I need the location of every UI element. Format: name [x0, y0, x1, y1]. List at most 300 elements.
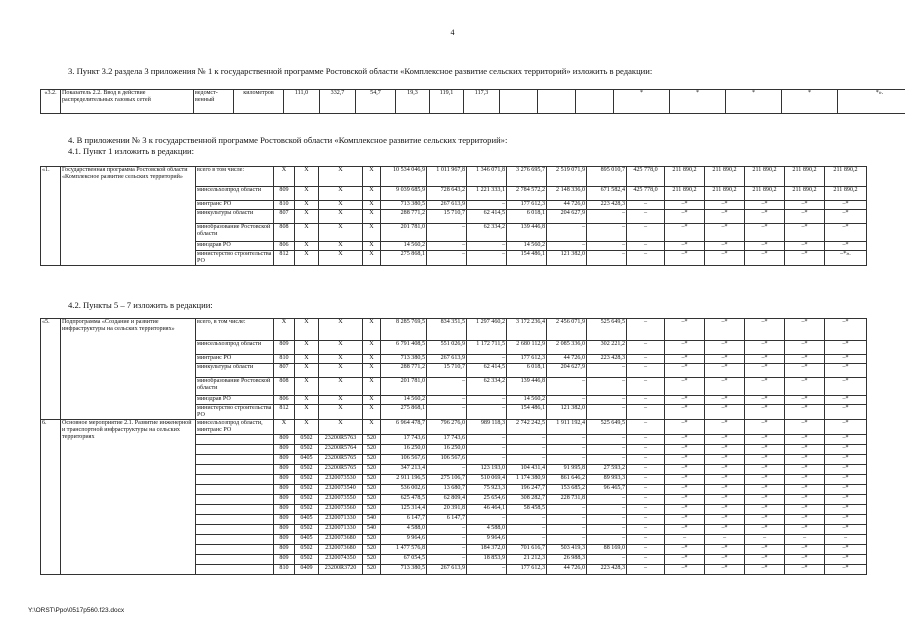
table-cell: 23200R5765 — [319, 465, 363, 475]
table-cell: –* — [705, 420, 745, 435]
table-cell — [538, 90, 576, 114]
table-cell: 713 380,5 — [381, 355, 427, 364]
table-cell: 16 250,0 — [427, 445, 467, 455]
table-cell: –* — [745, 455, 785, 465]
table-cell: 2320073530 — [319, 475, 363, 485]
table-cell: X — [319, 319, 363, 341]
table-cell: –* — [785, 224, 825, 242]
table-cell: 6 018,1 — [507, 210, 547, 224]
table-cell: –* — [825, 565, 867, 575]
table-cell: –* — [785, 364, 825, 378]
table-cell: – — [825, 535, 867, 545]
table-cell: 14 560,2 — [381, 396, 427, 405]
table-cell: Показатель 2.2. Ввод в действие распределительных газовых сетей — [61, 90, 194, 114]
table-cell: X — [363, 378, 381, 396]
table-cell: X — [363, 167, 381, 187]
table-cell: 62 809,4 — [427, 495, 467, 505]
table-cell: * — [670, 90, 726, 114]
table-cell: 809 — [274, 535, 295, 545]
table-cell: * — [726, 90, 782, 114]
table-cell: X — [319, 378, 363, 396]
table-cell: 6 964 478,7 — [381, 420, 427, 435]
indicator-table — [40, 89, 905, 114]
table-cell: –* — [665, 435, 705, 445]
table-cell: 520 — [363, 465, 381, 475]
table-cell: – — [587, 224, 627, 242]
paragraph-3: 3. Пункт 3.2 раздела 3 приложения № 1 к государственной программе Ростовской области «Комплексное развитие сельских территорий» изложить в редакции: — [68, 66, 653, 76]
table-cell: 1 011 967,8 — [427, 167, 467, 187]
table-cell: – — [587, 251, 627, 266]
table-cell: 177 612,3 — [507, 201, 547, 210]
table-cell: – — [587, 242, 627, 251]
table-cell: X — [319, 167, 363, 187]
table-cell: 15 710,7 — [427, 210, 467, 224]
table-cell: –* — [705, 355, 745, 364]
table-cell: X — [295, 242, 319, 251]
table-cell: 211 890,2 — [785, 187, 825, 201]
table-cell: –* — [705, 455, 745, 465]
table-cell — [196, 495, 274, 505]
table-cell: –* — [745, 515, 785, 525]
table-cell: – — [587, 210, 627, 224]
table-cell: 15 710,7 — [427, 364, 467, 378]
table-cell: 809 — [274, 455, 295, 465]
table-cell: 806 — [274, 242, 295, 251]
table-cell: – — [427, 251, 467, 266]
table-cell: министерство строительства РО — [196, 251, 274, 266]
table-cell: 540 — [363, 525, 381, 535]
table-cell: –* — [825, 445, 867, 455]
table-cell: 275 868,1 — [381, 405, 427, 420]
table-cell: X — [295, 420, 319, 435]
table-cell: –* — [825, 319, 867, 341]
table-cell: «5. — [41, 319, 61, 420]
table-cell: –* — [745, 396, 785, 405]
table-cell: 701 616,7 — [507, 545, 547, 555]
table-cell: –* — [785, 251, 825, 266]
table-cell: 62 334,2 — [467, 378, 507, 396]
table-cell: 211 890,2 — [745, 167, 785, 187]
table-cell: –* — [785, 420, 825, 435]
table-cell: 0502 — [295, 465, 319, 475]
table-cell: – — [547, 378, 587, 396]
table-cell: 139 446,8 — [507, 224, 547, 242]
table-cell: –* — [825, 242, 867, 251]
table-cell: – — [627, 555, 665, 565]
table-cell: X — [319, 201, 363, 210]
table-cell: –* — [785, 445, 825, 455]
table-cell: – — [587, 525, 627, 535]
table-cell: 1 174 380,9 — [507, 475, 547, 485]
table-cell: – — [467, 405, 507, 420]
table-cell: – — [467, 565, 507, 575]
table-cell: 288 771,2 — [381, 210, 427, 224]
table-cell: – — [665, 535, 705, 545]
table-cell: 809 — [274, 187, 295, 201]
table-cell: 154 486,1 — [507, 405, 547, 420]
table-cell: –* — [705, 251, 745, 266]
table-cell: 520 — [363, 495, 381, 505]
table-cell: 2 784 572,2 — [507, 187, 547, 201]
table-cell: 1 911 192,4 — [547, 420, 587, 435]
table-cell: –* — [705, 495, 745, 505]
table-cell: 810 — [274, 201, 295, 210]
table-cell: 267 613,9 — [427, 355, 467, 364]
table-cell: X — [363, 224, 381, 242]
table-cell: 520 — [363, 505, 381, 515]
table-cell: 211 890,2 — [785, 167, 825, 187]
table-cell: 2320073680 — [319, 545, 363, 555]
table-cell: 2320073540 — [319, 485, 363, 495]
table-cell: –* — [825, 355, 867, 364]
table-cell: X — [295, 167, 319, 187]
table-cell: 520 — [363, 545, 381, 555]
table-cell: – — [627, 396, 665, 405]
table-cell: 62 414,5 — [467, 364, 507, 378]
table-cell: всего, в том числе: — [196, 319, 274, 341]
table-cell: минздрав РО — [196, 396, 274, 405]
table-cell: X — [319, 341, 363, 355]
table-cell: 0502 — [295, 445, 319, 455]
table-cell: –* — [825, 420, 867, 435]
table-cell: –* — [825, 475, 867, 485]
table-cell: – — [627, 515, 665, 525]
table-cell: 75 923,3 — [467, 485, 507, 495]
table-cell: –* — [745, 378, 785, 396]
table-cell: 177 612,3 — [507, 565, 547, 575]
table-cell: –* — [745, 485, 785, 495]
table-cell: 308 282,7 — [507, 495, 547, 505]
table-cell: –* — [665, 465, 705, 475]
table-cell: –* — [665, 251, 705, 266]
table-cell: 121 382,0 — [547, 251, 587, 266]
table-cell: 808 — [274, 224, 295, 242]
table-cell: 18 853,9 — [467, 555, 507, 565]
table-cell: –* — [705, 515, 745, 525]
table-cell: 520 — [363, 475, 381, 485]
table-cell: 153 685,2 — [547, 485, 587, 495]
table-cell: – — [627, 545, 665, 555]
table-cell: 2 085 336,0 — [547, 341, 587, 355]
table-cell: 2320071330 — [319, 525, 363, 535]
table-cell: 14 560,2 — [381, 242, 427, 251]
table-cell: – — [785, 535, 825, 545]
table-cell: 10 534 046,9 — [381, 167, 427, 187]
table-cell: 228 731,8 — [547, 495, 587, 505]
page-number: 4 — [450, 28, 455, 37]
table-cell: – — [427, 535, 467, 545]
table-cell: 125 314,4 — [381, 505, 427, 515]
table-cell: – — [507, 535, 547, 545]
table-cell: –* — [665, 242, 705, 251]
table-cell: X — [295, 187, 319, 201]
table-cell: 104 431,4 — [507, 465, 547, 475]
table-cell: – — [507, 525, 547, 535]
table-cell: X — [363, 341, 381, 355]
table-cell: – — [587, 378, 627, 396]
table-cell: –* — [785, 405, 825, 420]
table-cell — [500, 90, 538, 114]
table-cell: 267 613,9 — [427, 201, 467, 210]
table-cell: X — [274, 319, 295, 341]
table-cell: 19,3 — [396, 90, 430, 114]
table-cell: 26 988,3 — [547, 555, 587, 565]
table-cell: – — [427, 525, 467, 535]
table-cell: – — [427, 465, 467, 475]
table-cell: * — [614, 90, 670, 114]
table-cell: 54,7 — [356, 90, 396, 114]
table-cell: –* — [665, 565, 705, 575]
table-cell: 223 428,3 — [587, 565, 627, 575]
table-cell: –* — [785, 565, 825, 575]
table-cell: 0502 — [295, 505, 319, 515]
table-cell: – — [627, 455, 665, 465]
table-cell: 211 890,2 — [825, 167, 867, 187]
table-cell: 223 428,3 — [587, 201, 627, 210]
table-cell: –* — [665, 455, 705, 465]
table-cell: – — [627, 364, 665, 378]
table-cell — [196, 435, 274, 445]
table-cell: километров — [234, 90, 284, 114]
table-cell: 540 — [363, 515, 381, 525]
table-cell: –* — [785, 341, 825, 355]
table-cell: 211 890,2 — [745, 187, 785, 201]
table-cell: –* — [665, 396, 705, 405]
table-cell: –* — [825, 224, 867, 242]
table-cell: 809 — [274, 545, 295, 555]
table-cell: –* — [705, 378, 745, 396]
table-cell: 1 172 711,5 — [467, 341, 507, 355]
table-cell — [196, 445, 274, 455]
table-cell: –* — [745, 341, 785, 355]
table-cell: 728 643,2 — [427, 187, 467, 201]
table-cell: – — [627, 525, 665, 535]
file-path-footer: Y:\ORST\Ppo\0517p560.f23.docx — [28, 607, 125, 614]
table-cell: – — [427, 545, 467, 555]
table-cell: 23200R5763 — [319, 435, 363, 445]
table-cell: 58 458,5 — [507, 505, 547, 515]
table-cell: *». — [838, 90, 905, 114]
table-cell: 201 781,0 — [381, 378, 427, 396]
table-cell: –* — [745, 355, 785, 364]
table-cell: – — [467, 201, 507, 210]
table-cell: – — [627, 505, 665, 515]
table-cell: X — [319, 364, 363, 378]
table-cell: –* — [745, 475, 785, 485]
table-cell: –* — [785, 525, 825, 535]
table-cell: 520 — [363, 535, 381, 545]
table-cell: X — [295, 364, 319, 378]
table-cell: – — [467, 435, 507, 445]
table-cell: –* — [665, 355, 705, 364]
table-cell: – — [587, 555, 627, 565]
table-cell — [196, 485, 274, 495]
table-cell: 6 147,7 — [427, 515, 467, 525]
table-cell: X — [295, 405, 319, 420]
table-cell: – — [547, 505, 587, 515]
table-cell: 9 039 685,9 — [381, 187, 427, 201]
table-cell: – — [627, 485, 665, 495]
table-cell: 6 147,7 — [381, 515, 427, 525]
table-cell: 525 649,5 — [587, 319, 627, 341]
table-cell: –* — [785, 396, 825, 405]
table-cell: –* — [745, 505, 785, 515]
table-cell: 2 456 071,9 — [547, 319, 587, 341]
table-cell: «3.2. — [41, 90, 61, 114]
table-cell: X — [319, 420, 363, 435]
table-cell: –* — [785, 242, 825, 251]
table-cell: 0502 — [295, 435, 319, 445]
table-cell: 809 — [274, 505, 295, 515]
table-cell: 1 221 333,1 — [467, 187, 507, 201]
program-table — [40, 166, 867, 266]
table-cell: –* — [745, 445, 785, 455]
table-cell — [196, 455, 274, 465]
table-cell: –* — [705, 465, 745, 475]
table-cell: – — [627, 565, 665, 575]
table-cell: –* — [745, 251, 785, 266]
table-cell: * — [782, 90, 838, 114]
table-cell: 0405 — [295, 535, 319, 545]
table-cell: –* — [705, 555, 745, 565]
table-cell: 536 002,6 — [381, 485, 427, 495]
table-cell: 809 — [274, 555, 295, 565]
table-cell: –* — [825, 485, 867, 495]
table-cell: 275 868,1 — [381, 251, 427, 266]
table-cell: –* — [665, 319, 705, 341]
table-cell: –* — [705, 224, 745, 242]
table-cell: X — [363, 396, 381, 405]
table-cell: минкультуры области — [196, 364, 274, 378]
table-cell: – — [467, 355, 507, 364]
table-cell: X — [295, 341, 319, 355]
table-cell: 211 890,2 — [825, 187, 867, 201]
table-cell: 139 446,8 — [507, 378, 547, 396]
table-cell: –* — [825, 210, 867, 224]
table-cell: 425 778,0 — [627, 187, 665, 201]
table-cell: X — [363, 405, 381, 420]
table-cell: –* — [745, 555, 785, 565]
table-cell: минобразование Ростовской области — [196, 378, 274, 396]
table-cell: 2 742 242,5 — [507, 420, 547, 435]
table-cell: 520 — [363, 555, 381, 565]
table-cell: 106 567,6 — [427, 455, 467, 465]
table-cell: – — [467, 396, 507, 405]
table-cell: 123 193,0 — [467, 465, 507, 475]
table-cell: Государственная программа Ростовской области «Комплексное развитие сельских территорий» — [61, 167, 196, 266]
table-cell: – — [467, 455, 507, 465]
table-cell: 713 380,5 — [381, 201, 427, 210]
table-cell: –* — [825, 455, 867, 465]
table-cell: – — [587, 396, 627, 405]
table-cell: 503 419,3 — [547, 545, 587, 555]
table-cell: –* — [825, 378, 867, 396]
table-cell: –* — [665, 405, 705, 420]
table-cell: –* — [785, 210, 825, 224]
table-cell: 834 351,5 — [427, 319, 467, 341]
table-cell: –* — [705, 445, 745, 455]
table-cell: 17 743,6 — [381, 435, 427, 445]
table-cell — [576, 90, 614, 114]
table-cell: – — [627, 435, 665, 445]
table-cell — [196, 465, 274, 475]
table-cell: 809 — [274, 435, 295, 445]
table-cell: –* — [705, 485, 745, 495]
table-cell: X — [363, 251, 381, 266]
table-cell: X — [274, 420, 295, 435]
table-cell: 204 627,9 — [547, 364, 587, 378]
table-cell: 809 — [274, 475, 295, 485]
table-cell: –* — [825, 341, 867, 355]
table-cell: –* — [745, 495, 785, 505]
table-cell: –* — [745, 465, 785, 475]
table-cell: министерство строительства РО — [196, 405, 274, 420]
table-cell: –* — [705, 405, 745, 420]
table-cell: 808 — [274, 378, 295, 396]
table-cell: – — [627, 405, 665, 420]
table-cell — [196, 525, 274, 535]
table-cell: X — [319, 224, 363, 242]
table-cell: –* — [705, 565, 745, 575]
table-cell: –* — [825, 465, 867, 475]
table-cell: –* — [745, 210, 785, 224]
table-cell: ведомст-венный — [194, 90, 234, 114]
table-cell: –* — [745, 420, 785, 435]
table-cell: –* — [825, 201, 867, 210]
table-cell: – — [705, 535, 745, 545]
table-cell: –* — [705, 435, 745, 445]
table-cell: – — [745, 535, 785, 545]
table-cell: –* — [785, 505, 825, 515]
table-cell: 809 — [274, 341, 295, 355]
table-cell — [196, 515, 274, 525]
table-cell: 810 — [274, 355, 295, 364]
table-cell: –* — [745, 525, 785, 535]
table-cell: – — [507, 435, 547, 445]
table-cell: –* — [705, 364, 745, 378]
table-cell: –* — [785, 485, 825, 495]
table-cell: –* — [665, 445, 705, 455]
table-cell: –* — [665, 210, 705, 224]
table-row — [41, 319, 867, 341]
table-cell: 4 588,0 — [467, 525, 507, 535]
table-cell: –* — [665, 515, 705, 525]
table-cell: – — [427, 555, 467, 565]
table-cell: – — [627, 465, 665, 475]
table-cell: 520 — [363, 455, 381, 465]
table-cell: –* — [665, 485, 705, 495]
table-cell: – — [587, 364, 627, 378]
table-cell: 520 — [363, 435, 381, 445]
table-cell: 13 680,7 — [427, 485, 467, 495]
table-cell: –* — [825, 555, 867, 565]
table-cell: 2320074350 — [319, 555, 363, 565]
table-cell: – — [627, 341, 665, 355]
table-cell: 14 560,2 — [507, 242, 547, 251]
table-cell: – — [467, 515, 507, 525]
table-cell: X — [319, 405, 363, 420]
table-cell — [196, 505, 274, 515]
table-cell — [196, 565, 274, 575]
table-cell: – — [627, 420, 665, 435]
table-cell: «1. — [41, 167, 61, 266]
table-cell: 625 478,5 — [381, 495, 427, 505]
table-cell: 23200R5764 — [319, 445, 363, 455]
table-cell: X — [363, 187, 381, 201]
table-cell: 510 069,4 — [467, 475, 507, 485]
table-cell: 196 247,7 — [507, 485, 547, 495]
table-row — [41, 420, 867, 435]
